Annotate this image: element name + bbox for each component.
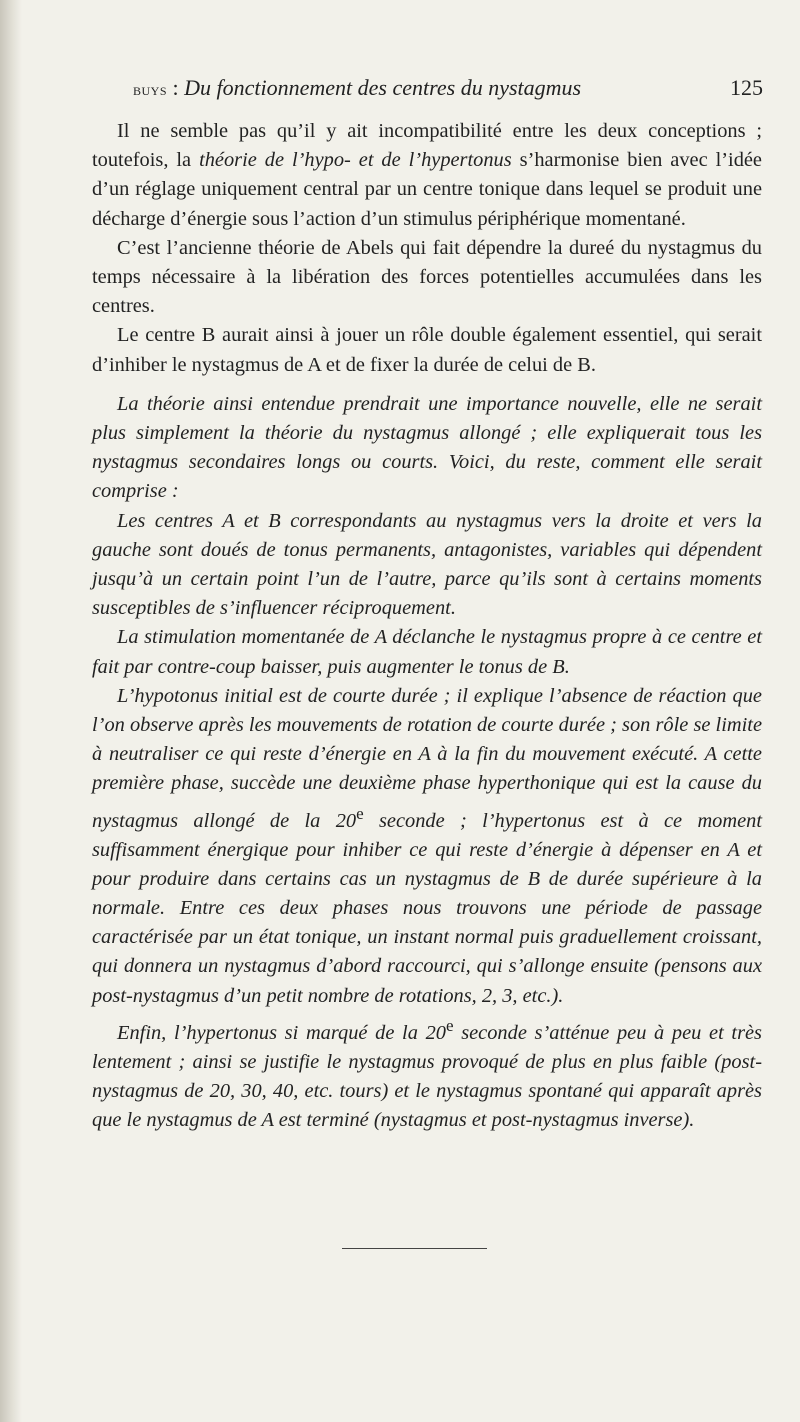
paragraph-6: La stimulation momentanée de A déclanche le nystagmus propre à ce centre et fait par contre-coup baisser, puis augmenter le tonus de B.: [92, 626, 762, 678]
header-author: buys: [133, 80, 168, 99]
end-rule: [342, 1248, 487, 1249]
paragraph-1-text-a: Il ne semble pas qu’il y ait incompatibilité entre les deux conceptions ; toutefois, la: [92, 120, 762, 172]
paragraph-8-text-a: Enfin, l’hypertonus si marqué de la: [117, 1021, 426, 1044]
paragraph-8: [92, 1011, 762, 1136]
paragraph-3: Le centre B aurait ainsi à jouer un rôle double également essentiel, qui serait d’inhiber le nystagmus de A et de fixer la durée de celui de B.: [92, 324, 762, 376]
page-gutter-shadow: [0, 0, 22, 1422]
paragraph-7-number: 20: [335, 809, 357, 832]
page-number: 125: [730, 75, 763, 100]
header-separator: :: [172, 75, 179, 100]
paragraph-7-text-a: L’hypotonus initial est de courte durée ; il explique l’absence de réaction que l’on observe après les mouvements de rotation de courte durée ; son rôle se limite à neutraliser ce qui reste d’énergie en A à la fin du mouvement exécuté. A cette première phase, succède une deuxième phase hyperthonique qui est la cause du nystagmus allongé de la: [92, 684, 762, 832]
paragraph-1-text-b: s’harmonise bien avec l’idée d’un réglage uniquement central par un centre tonique dans lequel se produit une décharge d’énergie sous l’action d’un stimulus périphérique momentané.: [92, 149, 762, 230]
page-body: [92, 117, 762, 1136]
paragraph-8-text-b: seconde s’atténue peu à peu et très lentement ; ainsi se justifie le nystagmus provoqué de plus en plus faible (post-nystagmus de 20, 30, 40, etc. tours) et le nystagmus spontané qui apparaît après que le nystagmus de A est terminé (nystagmus et post-nystagmus inverse).: [92, 1021, 762, 1132]
running-header: [133, 74, 763, 104]
paragraph-8-superscript: e: [445, 1015, 454, 1035]
paragraph-1-emphasis: théorie de l’hypo- et de l’hypertonus: [199, 149, 512, 172]
paragraph-1: [92, 117, 762, 234]
paragraph-2: C’est l’ancienne théorie de Abels qui fait dépendre la dureé du nystagmus du temps nécessaire à la libération des forces potentielles accumulées dans les centres.: [92, 236, 762, 318]
paragraph-7: [92, 682, 762, 1011]
header-title: Du fonctionnement des centres du nystagmus: [184, 75, 582, 100]
paragraph-7-superscript: e: [356, 803, 364, 823]
paragraph-5: Les centres A et B correspondants au nystagmus vers la droite et vers la gauche sont doués de tonus permanents, antagonistes, variables qui dépendent jusqu’à un certain point l’un de l’autre, parce qu’ils sont à certains moments susceptibles de s’influencer réciproquement.: [92, 509, 762, 620]
paragraph-7-text-b: seconde ; l’hypertonus est à ce moment suffisamment énergique pour inhiber ce qui reste d’énergie à dépenser en A et pour produire dans certains cas un nystagmus de B de durée supérieure à la normale. Entre ces deux phases nous trouvons une période de passage caractérisée par un état tonique, un instant normal puis graduellement croissant, qui donnera un nystagmus d’abord raccourci, qui s’allonge ensuite (pensons aux post-nystagmus d’un petit nombre de rotations, 2, 3, etc.).: [92, 809, 762, 1007]
paragraph-4: La théorie ainsi entendue prendrait une importance nouvelle, elle ne serait plus simplement la théorie du nystagmus allongé ; elle expliquerait tous les nystagmus secondaires longs ou courts. Voici, du reste, comment elle serait comprise :: [92, 392, 762, 503]
paragraph-8-number: 20: [425, 1021, 446, 1044]
